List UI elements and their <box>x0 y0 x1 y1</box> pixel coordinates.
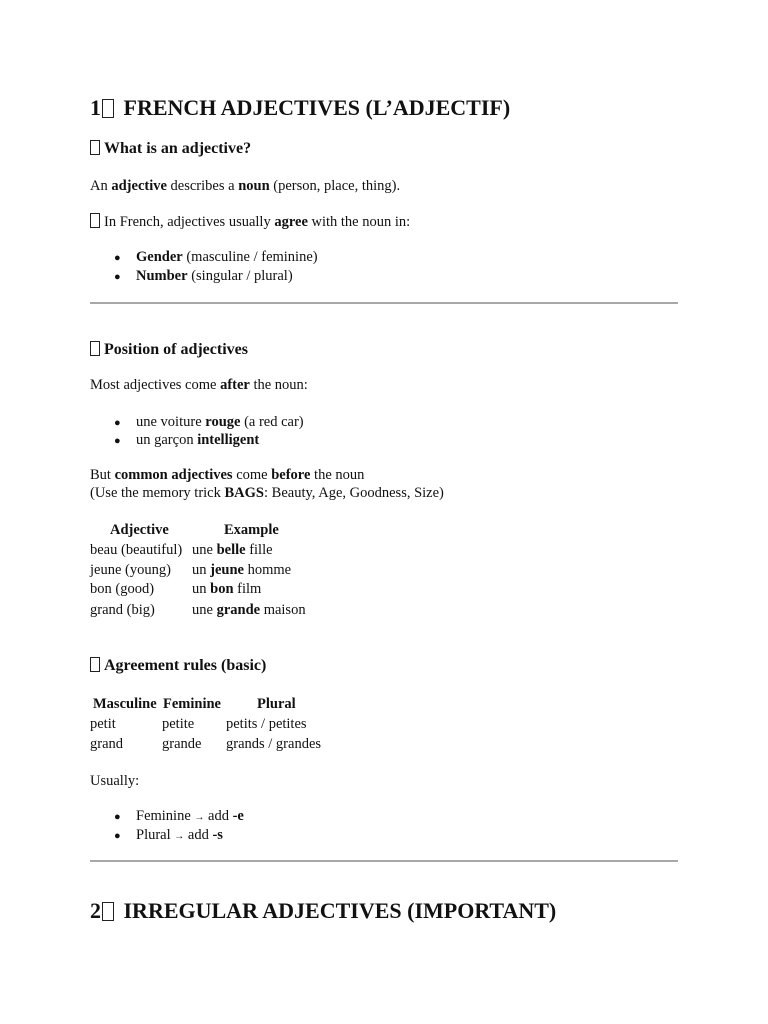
bullet-icon: ● <box>114 811 121 823</box>
section-number: 1 <box>90 95 101 120</box>
section-title: IRREGULAR ADJECTIVES (IMPORTANT) <box>123 898 557 923</box>
adjective-definition: An adjective describes a noun (person, place, thing). <box>90 178 401 194</box>
section-2-heading <box>90 898 556 924</box>
table-cell: petits / petites <box>226 716 307 732</box>
arrow-icon: → <box>174 831 185 842</box>
table-cell: petite <box>162 716 195 732</box>
horizontal-rule <box>90 302 678 304</box>
list-item: Feminine → add -e <box>136 808 244 824</box>
list-item: Number (singular / plural) <box>136 268 293 284</box>
table-cell: jeune (young) <box>90 562 171 578</box>
bullet-icon: ● <box>114 252 121 264</box>
table-cell: bon (good) <box>90 581 155 597</box>
table-header: Masculine <box>93 696 157 712</box>
after-noun-text: Most adjectives come after the noun: <box>90 377 308 393</box>
missing-emoji-icon <box>90 213 100 228</box>
list-item: Plural → add -s <box>136 827 223 843</box>
agreement-heading: Agreement rules (basic) <box>90 657 266 675</box>
horizontal-rule <box>90 860 678 862</box>
what-is-heading: What is an adjective? <box>90 140 251 158</box>
missing-emoji-icon <box>90 140 100 155</box>
table-header: Plural <box>257 696 296 712</box>
table-header: Example <box>224 522 279 538</box>
table-cell: grande <box>162 736 202 752</box>
list-item: Gender (masculine / feminine) <box>136 249 318 265</box>
table-cell: beau (beautiful) <box>90 542 183 558</box>
missing-emoji-icon <box>102 99 114 118</box>
table-cell: une grande maison <box>192 602 306 618</box>
list-item: un garçon intelligent <box>136 432 260 448</box>
before-noun-text: But common adjectives come before the noun <box>90 467 365 483</box>
table-cell: grand <box>90 736 124 752</box>
position-heading: Position of adjectives <box>90 341 248 359</box>
table-cell: grands / grandes <box>226 736 322 752</box>
arrow-icon: → <box>194 812 205 823</box>
table-cell: petit <box>90 716 116 732</box>
table-cell: un bon film <box>192 581 262 597</box>
bullet-icon: ● <box>114 435 121 447</box>
missing-emoji-icon <box>90 657 100 672</box>
missing-emoji-icon <box>102 902 114 921</box>
table-cell: grand (big) <box>90 602 155 618</box>
table-cell: un jeune homme <box>192 562 292 578</box>
missing-emoji-icon <box>90 341 100 356</box>
bullet-icon: ● <box>114 830 121 842</box>
bullet-icon: ● <box>114 417 121 429</box>
agreement-intro: In French, adjectives usually agree with the noun in: <box>90 213 410 231</box>
usually-label: Usually: <box>90 773 140 789</box>
table-header: Feminine <box>163 696 221 712</box>
section-number: 2 <box>90 898 101 923</box>
table-cell: une belle fille <box>192 542 273 558</box>
bags-text: (Use the memory trick BAGS: Beauty, Age, Goodness, Size) <box>90 485 444 501</box>
list-item: une voiture rouge (a red car) <box>136 414 304 430</box>
bullet-icon: ● <box>114 271 121 283</box>
table-header: Adjective <box>110 522 169 538</box>
section-title: FRENCH ADJECTIVES (L’ADJECTIF) <box>123 95 511 120</box>
section-1-heading <box>90 95 510 121</box>
